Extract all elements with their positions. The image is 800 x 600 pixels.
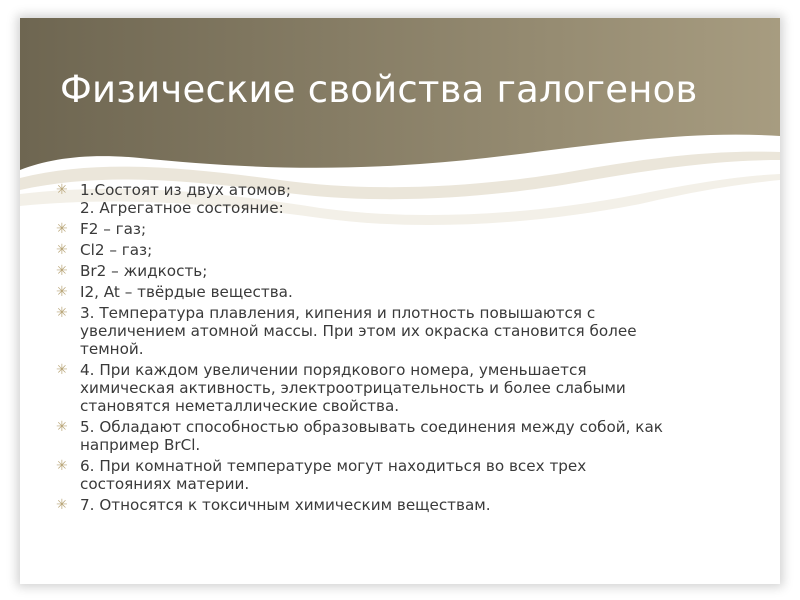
- bullet-text-line: Cl2 – газ;: [80, 241, 153, 259]
- bullet-item: [50, 220, 750, 238]
- bullet-item: [50, 496, 750, 514]
- bullet-item: [50, 262, 750, 280]
- bullet-text-line: химическая активность, электроотрицательность и более слабыми: [80, 379, 626, 397]
- bullet-item: [50, 283, 750, 301]
- bullet-text-line: I2, At – твёрдые вещества.: [80, 283, 293, 301]
- bullet-icon: ✳: [56, 497, 68, 513]
- bullet-text-line: 7. Относятся к токсичным химическим веществам.: [80, 496, 491, 514]
- bullet-icon: ✳: [56, 182, 68, 198]
- bullet-text-line: Br2 – жидкость;: [80, 262, 208, 280]
- bullet-icon: ✳: [56, 284, 68, 300]
- bullet-text-line: 2. Агрегатное состояние:: [80, 199, 284, 217]
- bullet-item: [50, 457, 750, 493]
- slide: [20, 18, 780, 584]
- bullet-text-line: увеличением атомной массы. При этом их окраска становится более: [80, 322, 637, 340]
- bullet-icon: ✳: [56, 305, 68, 321]
- bullet-text-line: 3. Температура плавления, кипения и плотность повышаются с: [80, 304, 596, 322]
- bullet-text-line: 5. Обладают способностью образовывать соединения между собой, как: [80, 418, 663, 436]
- bullet-icon: ✳: [56, 242, 68, 258]
- bullet-text-line: 6. При комнатной температуре могут находиться во всех трех: [80, 457, 587, 475]
- bullet-item: [50, 181, 750, 217]
- bullet-item: [50, 418, 750, 454]
- bullet-icon: ✳: [56, 221, 68, 237]
- bullet-icon: ✳: [56, 263, 68, 279]
- bullet-text-line: 1.Состоят из двух атомов;: [80, 181, 291, 199]
- bullet-icon: ✳: [56, 458, 68, 474]
- bullet-item: [50, 241, 750, 259]
- bullet-item: [50, 361, 750, 415]
- slide-title: Физические свойства галогенов: [60, 68, 698, 111]
- bullet-text-line: становятся неметаллические свойства.: [80, 397, 400, 415]
- bullet-text-line: F2 – газ;: [80, 220, 147, 238]
- bullet-text-line: темной.: [80, 340, 144, 358]
- bullet-item: [50, 304, 750, 358]
- bullet-icon: ✳: [56, 419, 68, 435]
- bullet-text-line: например BrCl.: [80, 436, 201, 454]
- bullet-text-line: 4. При каждом увеличении порядкового номера, уменьшается: [80, 361, 587, 379]
- bullet-icon: ✳: [56, 362, 68, 378]
- bullet-text-line: состояниях материи.: [80, 475, 250, 493]
- bullet-list: [50, 181, 750, 517]
